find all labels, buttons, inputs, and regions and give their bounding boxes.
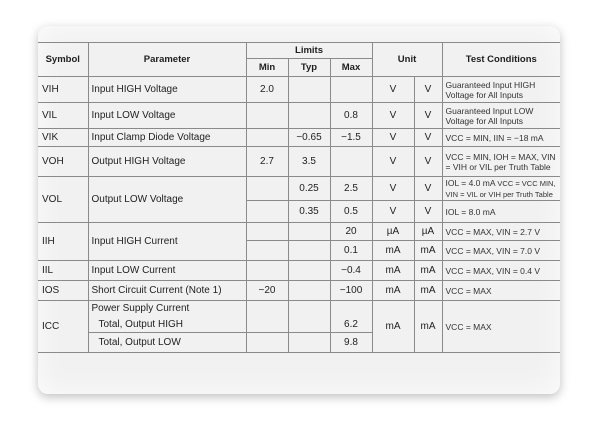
symbol-cell: VOH [38, 147, 88, 177]
unit-cell-repeat: mA [414, 241, 442, 261]
parameter-subitem: Total, Output LOW [88, 333, 246, 353]
typ-cell [288, 77, 330, 103]
test-condition-iol-a: IOL = 4.0 mA [445, 177, 496, 188]
typ-cell [288, 103, 330, 129]
unit-cell-repeat: µA [414, 223, 442, 241]
test-condition-cell: VCC = MAX [442, 281, 560, 301]
test-condition-cell: VCC = MAX [442, 301, 560, 353]
min-cell [246, 177, 288, 201]
header-unit: Unit [372, 43, 442, 77]
typ-cell [288, 241, 330, 261]
unit-cell-repeat: mA [414, 261, 442, 281]
min-cell [246, 333, 288, 353]
test-condition-cell [442, 177, 560, 201]
typ-cell: 3.5 [288, 147, 330, 177]
symbol-cell: VOL [38, 177, 88, 223]
parameter-cell: Input Clamp Diode Voltage [88, 129, 246, 147]
symbol-cell: VIL [38, 103, 88, 129]
table-row [38, 77, 560, 103]
unit-cell-repeat: V [414, 147, 442, 177]
header-typ: Typ [288, 59, 330, 77]
unit-cell-repeat: V [414, 129, 442, 147]
test-condition-cell: IOL = 8.0 mA [442, 201, 560, 223]
parameter-cell: Input HIGH Voltage [88, 77, 246, 103]
parameter-cell: Output HIGH Voltage [88, 147, 246, 177]
symbol-cell: VIH [38, 77, 88, 103]
parameter-cell: Input LOW Current [88, 261, 246, 281]
unit-cell: mA [372, 261, 414, 281]
symbol-cell: IOS [38, 281, 88, 301]
unit-cell: V [372, 201, 414, 223]
parameter-cell: Short Circuit Current (Note 1) [88, 281, 246, 301]
max-cell: −1.5 [330, 129, 372, 147]
symbol-cell: IIH [38, 223, 88, 261]
max-cell [330, 147, 372, 177]
min-cell [246, 301, 288, 333]
typ-cell [288, 333, 330, 353]
unit-cell: mA [372, 301, 414, 353]
parameter-cell: Power Supply Current [88, 301, 246, 317]
table-row [38, 177, 560, 201]
test-condition-cell: VCC = MAX, VIN = 0.4 V [442, 261, 560, 281]
typ-cell [288, 301, 330, 333]
header-min: Min [246, 59, 288, 77]
table-row [38, 261, 560, 281]
parameter-cell: Output LOW Voltage [88, 177, 246, 223]
max-cell: 0.8 [330, 103, 372, 129]
table-row [38, 103, 560, 129]
unit-cell: V [372, 77, 414, 103]
min-cell: 2.7 [246, 147, 288, 177]
datasheet-card [38, 26, 560, 394]
unit-cell-repeat: V [414, 201, 442, 223]
parameter-subitem: Total, Output HIGH [88, 317, 246, 333]
unit-cell-repeat: mA [414, 281, 442, 301]
max-cell: 6.2 [330, 301, 372, 333]
header-row-top [38, 43, 560, 59]
test-condition-shared: VCC = VCC MIN, VIN = VIL or VIH per Truth Table [445, 178, 556, 199]
min-cell [246, 261, 288, 281]
max-cell [330, 77, 372, 103]
table-row [38, 281, 560, 301]
typ-cell: −0.65 [288, 129, 330, 147]
max-cell: 0.1 [330, 241, 372, 261]
symbol-cell: VIK [38, 129, 88, 147]
header-parameter: Parameter [88, 43, 246, 77]
min-cell: 2.0 [246, 77, 288, 103]
test-condition-cell: VCC = MIN, IOH = MAX, VIN = VIH or VIL per Truth Table [442, 147, 560, 177]
test-condition-cell: VCC = MAX, VIN = 7.0 V [442, 241, 560, 261]
unit-cell-repeat: V [414, 177, 442, 201]
unit-cell-repeat: V [414, 77, 442, 103]
min-cell: −20 [246, 281, 288, 301]
unit-cell: mA [372, 281, 414, 301]
unit-cell: µA [372, 223, 414, 241]
min-cell [246, 241, 288, 261]
unit-cell: V [372, 103, 414, 129]
typ-cell [288, 223, 330, 241]
max-cell: −100 [330, 281, 372, 301]
max-cell: 9.8 [330, 333, 372, 353]
unit-cell-repeat: mA [414, 301, 442, 353]
table-row [38, 301, 560, 317]
table-row [38, 223, 560, 241]
min-cell [246, 103, 288, 129]
parameter-cell: Input HIGH Current [88, 223, 246, 261]
test-condition-cell: VCC = MAX, VIN = 2.7 V [442, 223, 560, 241]
table-row [38, 129, 560, 147]
parameter-cell: Input LOW Voltage [88, 103, 246, 129]
typ-cell [288, 261, 330, 281]
unit-cell: mA [372, 241, 414, 261]
max-cell: 2.5 [330, 177, 372, 201]
symbol-cell: ICC [38, 301, 88, 353]
typ-cell: 0.35 [288, 201, 330, 223]
symbol-cell: IIL [38, 261, 88, 281]
max-cell: 0.5 [330, 201, 372, 223]
typ-cell [288, 281, 330, 301]
header-max: Max [330, 59, 372, 77]
max-cell: 20 [330, 223, 372, 241]
min-cell [246, 201, 288, 223]
max-cell: −0.4 [330, 261, 372, 281]
unit-cell-repeat: V [414, 103, 442, 129]
dc-characteristics-table [38, 42, 560, 353]
test-condition-cell: Guaranteed Input LOW Voltage for All Inputs [442, 103, 560, 129]
test-condition-cell: VCC = MIN, IIN = −18 mA [442, 129, 560, 147]
table-row [38, 147, 560, 177]
header-symbol: Symbol [38, 43, 88, 77]
unit-cell: V [372, 147, 414, 177]
test-condition-cell: Guaranteed Input HIGH Voltage for All Inputs [442, 77, 560, 103]
min-cell [246, 129, 288, 147]
typ-cell: 0.25 [288, 177, 330, 201]
header-limits: Limits [246, 43, 372, 59]
unit-cell: V [372, 129, 414, 147]
unit-cell: V [372, 177, 414, 201]
header-test-conditions: Test Conditions [442, 43, 560, 77]
min-cell [246, 223, 288, 241]
